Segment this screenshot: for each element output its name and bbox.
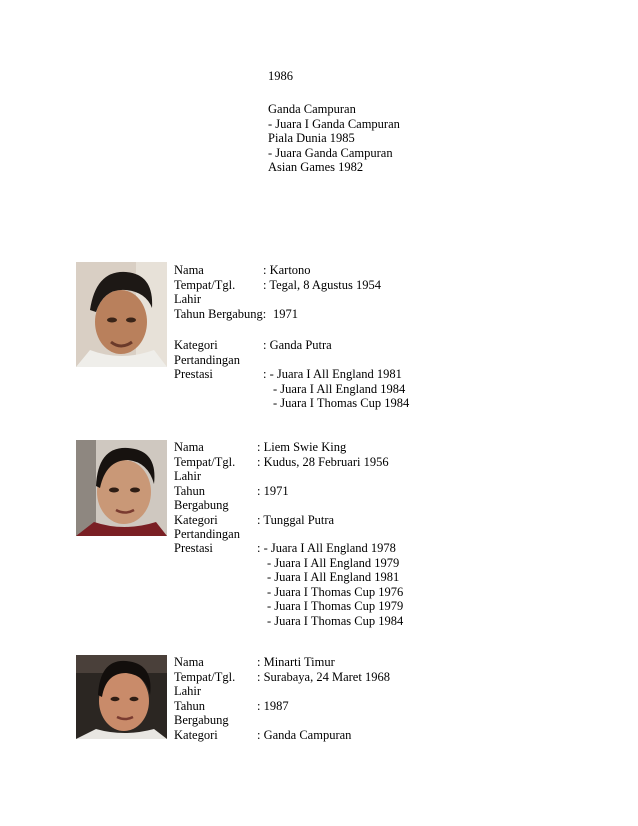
label-achievements: Prestasi xyxy=(174,367,213,381)
value-category: : Ganda Putra xyxy=(263,338,332,352)
label-joined-cont: Bergabung xyxy=(174,713,229,727)
achievement-line: : - Juara I All England 1978 xyxy=(257,541,396,555)
label-name: Nama xyxy=(174,440,204,454)
achievement-line: - Juara I All England 1984 xyxy=(273,382,406,396)
label-birth-cont: Lahir xyxy=(174,292,202,306)
label-name: Nama xyxy=(174,655,204,669)
label-joined: Tahun xyxy=(174,484,206,498)
value-category: : Ganda Campuran xyxy=(257,728,352,742)
label-birth-cont: Lahir xyxy=(174,684,202,698)
achievement-line: Asian Games 1982 xyxy=(268,160,364,174)
label-birth: Tempat/Tgl. xyxy=(174,670,236,684)
achievement-line: - Juara I Thomas Cup 1979 xyxy=(267,599,404,613)
value-name: : Kartono xyxy=(263,263,311,277)
achievement-line: - Juara I All England 1981 xyxy=(267,570,400,584)
year-text: 1986 xyxy=(268,69,293,83)
label-category-cont: Pertandingan xyxy=(174,527,240,541)
value-name: : Liem Swie King xyxy=(257,440,347,454)
achievement-line: - Juara Ganda Campuran xyxy=(268,146,393,160)
label-joined-cont: Bergabung xyxy=(174,498,229,512)
label-name: Nama xyxy=(174,263,204,277)
achievement-line: : - Juara I All England 1981 xyxy=(263,367,402,381)
achievement-line: - Juara I Thomas Cup 1984 xyxy=(267,614,404,628)
portrait-icon xyxy=(76,262,167,367)
athlete-photo xyxy=(76,440,167,536)
label-joined: Tahun xyxy=(174,699,206,713)
achievement-line: - Juara I Thomas Cup 1984 xyxy=(273,396,410,410)
label-joined: Tahun Bergabung: xyxy=(174,307,267,321)
label-category-cont: Pertandingan xyxy=(174,353,240,367)
achievement-line: Piala Dunia 1985 xyxy=(268,131,355,145)
athlete-photo xyxy=(76,262,167,367)
achievement-line: - Juara I All England 1979 xyxy=(267,556,400,570)
value-joined: : 1971 xyxy=(257,484,289,498)
label-birth: Tempat/Tgl. xyxy=(174,455,236,469)
value-birth: : Tegal, 8 Agustus 1954 xyxy=(263,278,381,292)
label-birth: Tempat/Tgl. xyxy=(174,278,236,292)
portrait-icon xyxy=(76,440,167,536)
achievement-line: - Juara I Thomas Cup 1976 xyxy=(267,585,404,599)
portrait-icon xyxy=(76,655,167,739)
label-achievements: Prestasi xyxy=(174,541,213,555)
value-name: : Minarti Timur xyxy=(257,655,335,669)
value-joined: : 1987 xyxy=(257,699,289,713)
label-birth-cont: Lahir xyxy=(174,469,202,483)
label-category: Kategori xyxy=(174,513,218,527)
value-birth: : Surabaya, 24 Maret 1968 xyxy=(257,670,390,684)
achievement-line: - Juara I Ganda Campuran xyxy=(268,117,400,131)
value-joined: 1971 xyxy=(273,307,298,321)
value-category: : Tunggal Putra xyxy=(257,513,335,527)
value-birth: : Kudus, 28 Februari 1956 xyxy=(257,455,389,469)
label-category: Kategori xyxy=(174,338,218,352)
athlete-photo xyxy=(76,655,167,739)
label-category: Kategori xyxy=(174,728,218,742)
category-text: Ganda Campuran xyxy=(268,102,356,116)
